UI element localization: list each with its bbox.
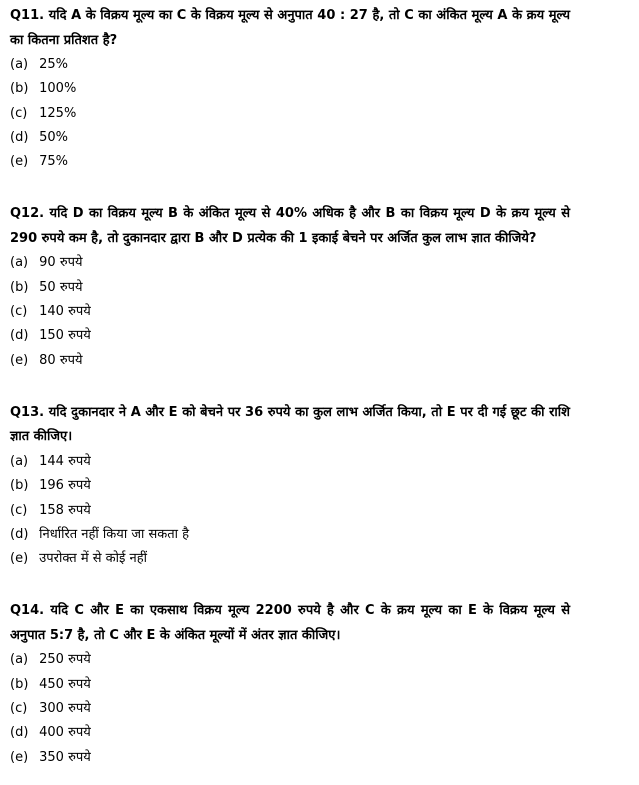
- option-value: 50 रुपये: [39, 279, 83, 295]
- option-c: [10, 499, 570, 523]
- option-a: [10, 648, 570, 672]
- question-q13: [10, 397, 570, 571]
- option-b: [10, 77, 570, 101]
- spacer: [10, 571, 570, 595]
- question-number: Q11.: [10, 8, 45, 23]
- option-value: 400 रुपये: [39, 725, 91, 741]
- option-d: [10, 523, 570, 547]
- question-q11: [10, 0, 570, 174]
- option-label: (d): [10, 725, 29, 741]
- question-number: Q12.: [10, 206, 45, 222]
- option-value: 150 रुपये: [39, 328, 91, 344]
- option-label: (e): [10, 551, 29, 567]
- option-label: (a): [10, 453, 29, 469]
- option-e: [10, 746, 570, 770]
- option-value: निर्धारित नहीं किया जा सकता है: [39, 526, 190, 542]
- question-number: Q14.: [10, 603, 45, 619]
- option-b: [10, 474, 570, 498]
- question-q12: [10, 198, 570, 372]
- option-b: [10, 276, 570, 300]
- option-label: (d): [10, 526, 29, 542]
- option-label: (b): [10, 478, 29, 494]
- option-value: 100%: [39, 81, 77, 97]
- option-label: (b): [10, 676, 29, 692]
- option-value: 158 रुपये: [39, 502, 91, 518]
- option-label: (d): [10, 328, 29, 344]
- question-body: यदि दुकानदार ने A और E को बेचने पर 36 रुपये का कुल लाभ अर्जित किया, तो E पर दी गई छूट की राशि ज्ञात कीजिए।: [10, 404, 570, 445]
- option-value: 125%: [39, 105, 77, 121]
- spacer: [10, 174, 570, 198]
- option-d: [10, 324, 570, 348]
- question-body: यदि A के विक्रय मूल्य का C के विक्रय मूल्य से अनुपात 40 : 27 है, तो C का अंकित मूल्य A के क्रय मूल्य का कितना प्रतिशत है?: [10, 8, 571, 48]
- question-number: Q13.: [10, 404, 45, 420]
- option-label: (c): [10, 502, 28, 518]
- option-value: 450 रुपये: [39, 676, 91, 692]
- option-d: [10, 126, 570, 150]
- option-a: [10, 251, 570, 275]
- option-label: (e): [10, 154, 29, 170]
- option-value: 50%: [39, 129, 69, 145]
- option-e: [10, 349, 570, 373]
- option-value: 90 रुपये: [39, 255, 83, 271]
- question-text: [10, 198, 570, 251]
- question-body: यदि D का विक्रय मूल्य B के अंकित मूल्य से 40% अधिक है और B का विक्रय मूल्य D के क्रय मूल्य से 290 रुपये कम है, तो दुकानदार द्वारा B और D प्रत्येक की 1 इकाई बेचने पर अर्जित कुल लाभ ज्ञात कीजिये?: [10, 206, 570, 246]
- option-label: (c): [10, 701, 28, 717]
- option-value: 140 रुपये: [39, 304, 91, 320]
- question-text: [10, 397, 570, 450]
- option-label: (d): [10, 129, 29, 145]
- option-label: (e): [10, 352, 29, 368]
- question-text: [10, 595, 570, 648]
- option-e: [10, 547, 570, 571]
- option-value: 144 रुपये: [39, 453, 91, 469]
- option-label: (b): [10, 81, 29, 97]
- option-c: [10, 697, 570, 721]
- option-label: (b): [10, 279, 29, 295]
- question-q14: [10, 595, 570, 769]
- question-text: [10, 0, 570, 53]
- spacer: [10, 373, 570, 397]
- option-value: 250 रुपये: [39, 652, 91, 668]
- option-value: 196 रुपये: [39, 478, 91, 494]
- option-label: (e): [10, 749, 29, 765]
- option-label: (a): [10, 57, 29, 72]
- option-label: (c): [10, 304, 28, 320]
- option-c: [10, 102, 570, 126]
- option-label: (a): [10, 652, 29, 668]
- option-value: उपरोक्त में से कोई नहीं: [39, 551, 148, 567]
- option-value: 25%: [39, 57, 69, 72]
- question-list: [10, 0, 570, 770]
- option-d: [10, 721, 570, 745]
- option-a: [10, 53, 570, 77]
- option-value: 80 रुपये: [39, 352, 83, 368]
- option-label: (c): [10, 105, 28, 121]
- option-c: [10, 300, 570, 324]
- option-e: [10, 150, 570, 174]
- option-b: [10, 673, 570, 697]
- option-a: [10, 450, 570, 474]
- question-body: यदि C और E का एकसाथ विक्रय मूल्य 2200 रुपये है और C के क्रय मूल्य का E के विक्रय मूल्य से अनुपात 5:7 है, तो C और E के अंकित मूल्यों में अंतर ज्ञात कीजिए।: [10, 603, 570, 643]
- option-value: 350 रुपये: [39, 749, 91, 765]
- option-value: 300 रुपये: [39, 701, 91, 717]
- option-label: (a): [10, 255, 29, 271]
- option-value: 75%: [39, 154, 69, 170]
